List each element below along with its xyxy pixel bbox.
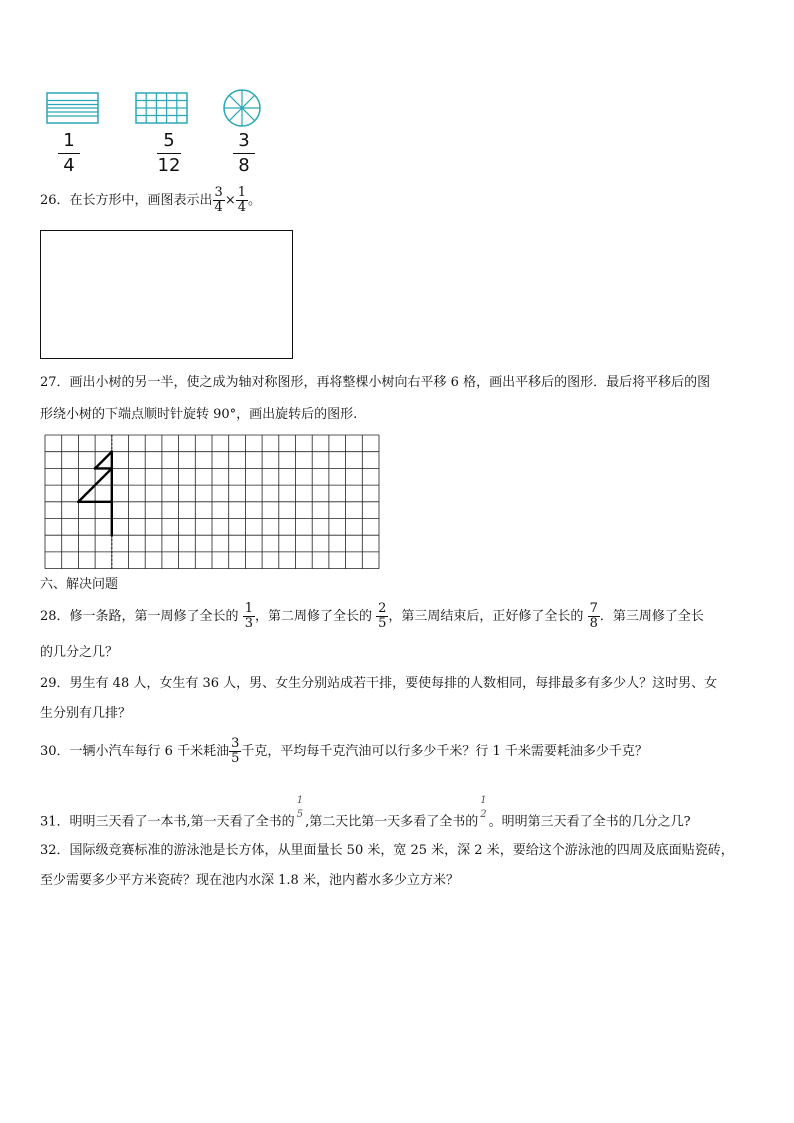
question-31-text: ,第二天比第一天多看了全书的 [305, 814, 479, 830]
fraction [588, 602, 600, 631]
question-31-text: 。明明第三天看了全书的几分之几? [488, 814, 691, 830]
numerator: 2 [378, 601, 387, 616]
question-26-text: 26．在长方形中，画图表示出 [40, 193, 213, 208]
question-28-line2: 的几分之几？ [40, 645, 119, 660]
question-27-line1: 27．画出小树的另一半，使之成为轴对称图形，再将整棵小树向右平移 6 格，画出平移后的图形．最后将平移后的图 [40, 375, 711, 390]
question-27-line2: 形绕小树的下端点顺时针旋转 90°，画出旋转后的图形. [40, 407, 358, 422]
denominator: 3 [244, 616, 253, 631]
figure-label-numerator: 1 [63, 130, 75, 151]
fraction [478, 794, 488, 822]
answer-rectangle[interactable] [40, 230, 293, 359]
drawing-grid[interactable] [44, 434, 384, 570]
tree-half-stroke [95, 452, 112, 469]
fraction [295, 794, 305, 822]
figure-eighths-circle [222, 88, 262, 128]
figure-label-denominator: 8 [238, 155, 250, 176]
denominator: 5 [378, 616, 387, 631]
denominator: 8 [589, 616, 598, 631]
figure-label-numerator: 3 [238, 130, 250, 151]
figure-label-eighths [229, 131, 259, 176]
section-heading: 六、解决问题 [40, 577, 119, 592]
fraction [236, 186, 248, 215]
fraction [213, 186, 225, 215]
question-28-text: ．第三周修了全长 [599, 609, 704, 624]
times-sign: × [224, 193, 236, 208]
question-26 [40, 184, 261, 218]
numerator: 7 [589, 601, 598, 616]
numerator: 1 [296, 795, 304, 806]
denominator: 5 [296, 809, 304, 820]
question-31-text: 31．明明三天看了一本书,第一天看了全书的 [40, 814, 295, 830]
denominator: 5 [231, 751, 240, 766]
fraction [376, 602, 388, 631]
question-29-line1: 29．男生有 48 人，女生有 36 人，男、女生分别站成若干排，要使每排的人数相同，每排最多有多少人？这时男、女 [40, 676, 718, 691]
figure-label-denominator: 12 [157, 155, 181, 176]
question-32-line2: 至少需要多少平方米瓷砖？现在池内水深 1.8 米，池内蓄水多少立方米？ [40, 873, 459, 888]
figure-label-quarter [54, 131, 84, 176]
numerator: 1 [244, 601, 253, 616]
numerator: 1 [480, 795, 487, 806]
numerator: 1 [237, 185, 247, 200]
question-31 [40, 795, 691, 836]
figure-label-twelfths [153, 131, 185, 176]
question-30-text: 千克，平均每千克汽油可以行多少千米？行 1 千米需要耗油多少千克？ [241, 744, 648, 759]
numerator: 3 [231, 736, 240, 751]
period: 。 [248, 193, 262, 208]
denominator: 2 [480, 809, 487, 820]
fraction [229, 737, 241, 766]
figure-label-numerator: 5 [163, 130, 175, 151]
question-28-text: ，第三周结束后，正好修了全长的 [388, 609, 584, 624]
numerator: 3 [214, 185, 223, 200]
denominator: 4 [214, 200, 223, 215]
question-28-line1 [40, 600, 704, 634]
figure-label-denominator: 4 [63, 155, 75, 176]
question-28-text: ，第二周修了全长的 [254, 609, 372, 624]
fraction [243, 602, 255, 631]
figure-quarter-stripes [46, 92, 100, 126]
question-30 [40, 735, 648, 769]
question-30-text: 30．一辆小汽车每行 6 千米耗油 [40, 744, 230, 759]
figure-twelfths-grid [135, 92, 189, 126]
question-28-text: 28．修一条路，第一周修了全长的 [40, 609, 239, 624]
denominator: 4 [237, 200, 247, 215]
question-29-line2: 生分别有几排？ [40, 706, 132, 721]
question-32-line1: 32．国际级竞赛标准的游泳池是长方体，从里面量长 50 米，宽 25 米，深 2 米，要给这个游泳池的四周及底面贴瓷砖， [40, 843, 734, 858]
